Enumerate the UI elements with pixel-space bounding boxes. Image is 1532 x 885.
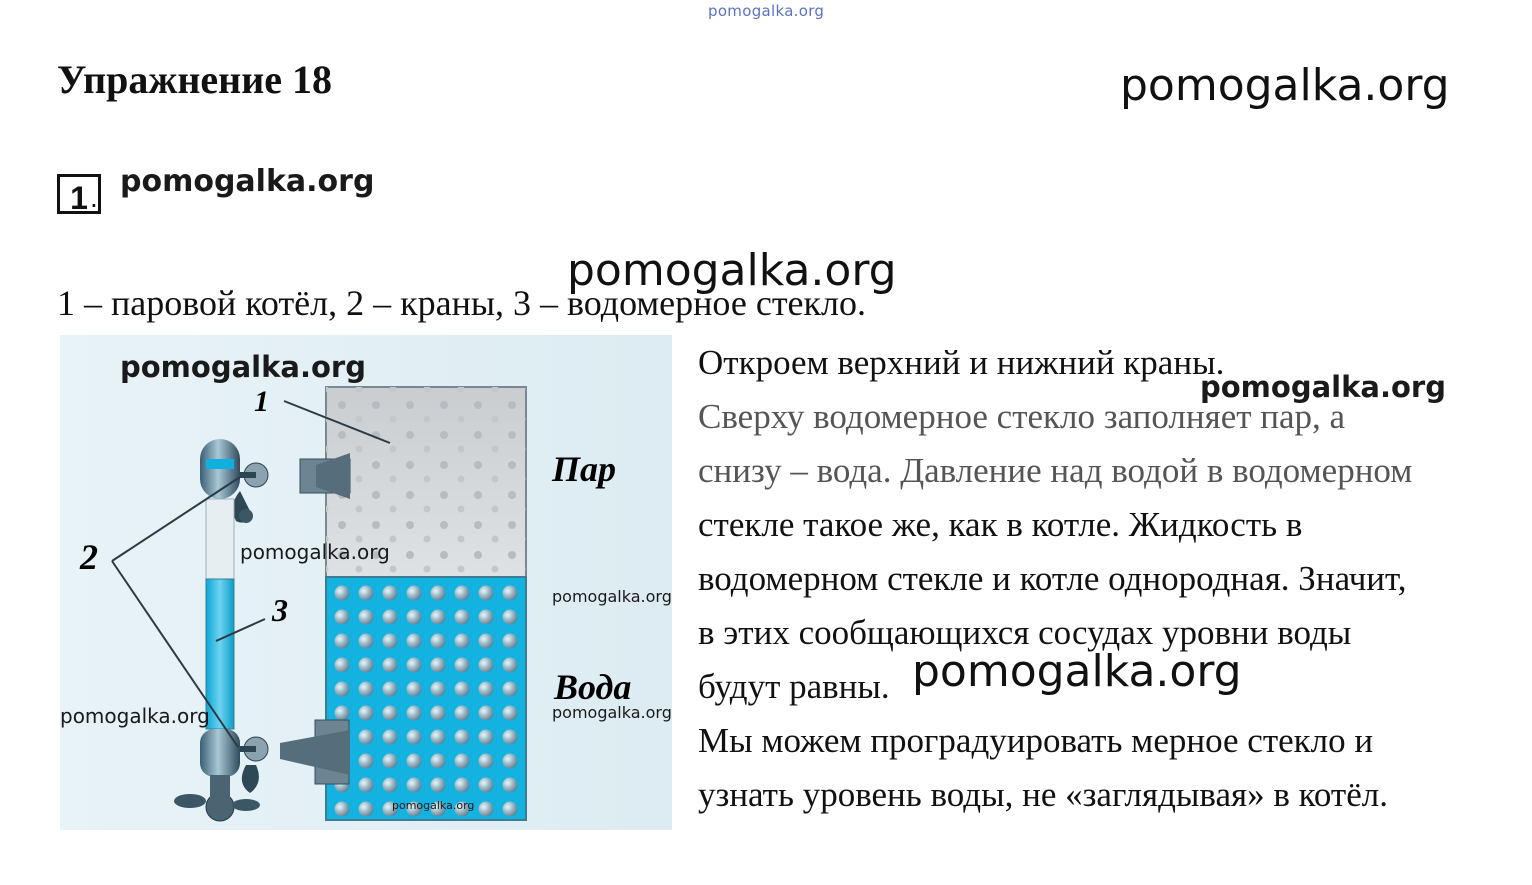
label-2: 2: [80, 537, 98, 577]
watermark-figure-bottom: pomogalka.org: [392, 799, 475, 812]
label-3: 3: [272, 592, 288, 628]
text-line: в этих сообщающихся сосудах уровни воды: [698, 613, 1352, 652]
text-line: будут равны.: [698, 667, 890, 706]
watermark-text-1: pomogalka.org: [1200, 370, 1446, 404]
text-line: водомерном стекле и котле однородная. Значит,: [698, 559, 1407, 598]
watermark-figure-middle: pomogalka.org: [240, 540, 390, 564]
watermark-figure-right-2: pomogalka.org: [552, 703, 672, 722]
text-line: стекле такое же, как в котле. Жидкость в: [698, 505, 1303, 544]
text-line: Сверху водомерное стекло заполняет пар, а: [698, 397, 1346, 436]
label-water: Вода: [554, 667, 632, 707]
watermark-task: pomogalka.org: [120, 164, 375, 199]
text-line: Мы можем проградуировать мерное стекло и: [698, 721, 1374, 760]
boiler-diagram: [60, 335, 672, 830]
boiler-figure: [60, 335, 672, 830]
boiler: [326, 387, 526, 820]
task-number-dot: .: [90, 182, 98, 213]
watermark-figure-left: pomogalka.org: [60, 704, 210, 728]
text-line: Откроем верхний и нижний краны.: [698, 343, 1225, 382]
watermark-text-2: pomogalka.org: [912, 646, 1242, 697]
watermark-center: pomogalka.org: [567, 245, 897, 296]
label-steam: Пар: [552, 449, 617, 489]
top-watermark: pomogalka.org: [708, 2, 825, 20]
watermark-figure-right-1: pomogalka.org: [552, 587, 672, 606]
label-1: 1: [254, 385, 269, 418]
watermark-figure-top: pomogalka.org: [120, 350, 366, 384]
explanation-text: [698, 336, 1518, 822]
figure-caption: 1 – паровой котёл, 2 – краны, 3 – водомерное стекло.: [57, 283, 866, 323]
watermark-header: pomogalka.org: [1120, 60, 1450, 111]
text-line: снизу – вода. Давление над водой в водомерном: [698, 451, 1413, 490]
task-number-box: 1: [57, 174, 101, 214]
page-title: Упражнение 18: [57, 57, 333, 102]
text-line: узнать уровень воды, не «заглядывая» в котёл.: [698, 775, 1388, 814]
